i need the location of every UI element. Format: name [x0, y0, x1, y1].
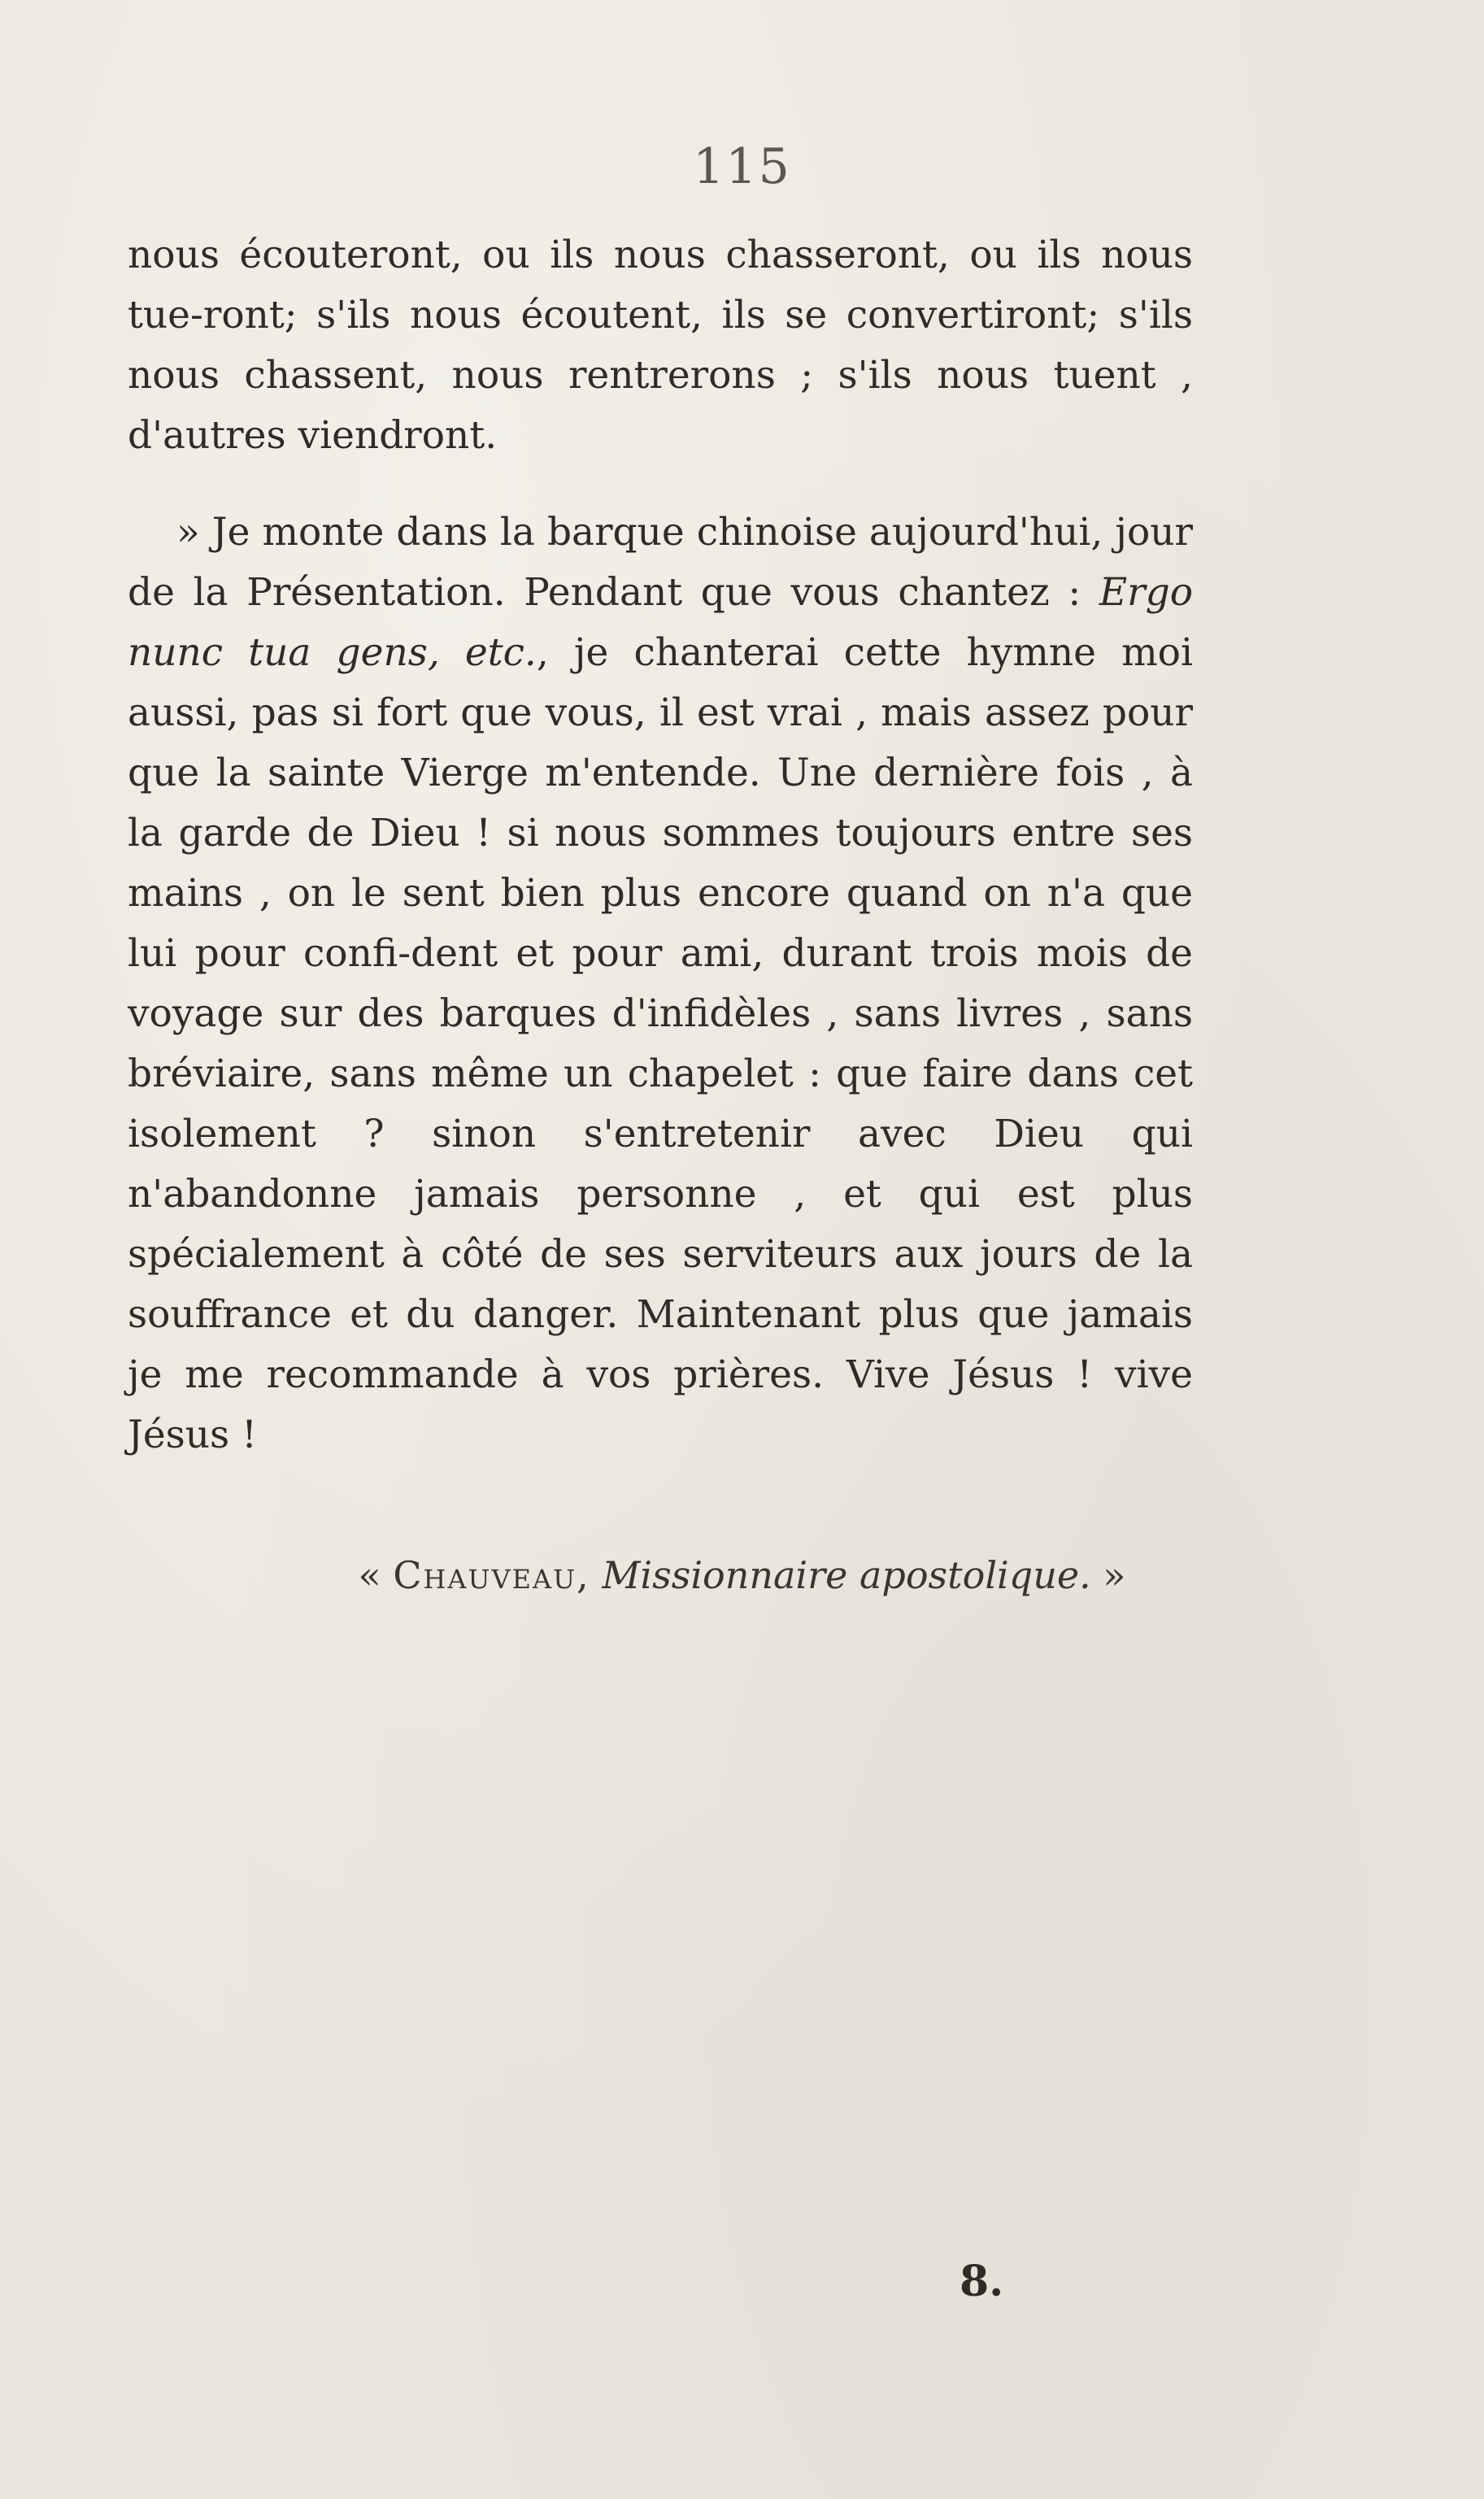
paragraph-1 [128, 225, 1193, 466]
signature-title: Missionnaire apostolique. [602, 1553, 1091, 1597]
page-number: 115 [693, 138, 791, 195]
paragraph-2-part-2: , je chanterai cette hymne moi aussi, pas si fort que vous, il est vrai , mais assez pour que la sainte Vierge m'entende. Une dernière fois , à la garde de Dieu ! si nous sommes toujours entre ses mains , on le sent bien plus encore quand on n'a que lui pour confi-dent et pour ami, durant trois mois de voyage sur des barques d'infidèles , sans livres , sans bréviaire, sans même un chapelet : que faire dans cet isolement ? sinon s'entretenir avec Dieu qui n'abandonne jamais personne , et qui est plus spécialement à côté de ses serviteurs aux jours de la souffrance et du danger. Maintenant plus que jamais je me recommande à vos prières. Vive Jésus ! vive Jésus ! [128, 630, 1194, 1457]
paragraph-2-part-1: » Je monte dans la barque chinoise aujourd'hui, jour de la Présentation. Pendant que vous chantez : [128, 510, 1193, 615]
paragraph-2-text [128, 503, 1193, 1465]
printer-signature-mark: 8. [960, 2257, 1004, 2306]
paragraph-2 [128, 503, 1193, 1465]
paragraph-2-latin-quote: Ergo nunc tua gens, etc. [128, 570, 1193, 675]
signature-line [0, 1545, 1484, 1605]
signature-open-quote: « [358, 1553, 381, 1597]
signature-close-quote: » [1103, 1553, 1126, 1597]
paragraph-1-text: nous écouteront, ou ils nous chasseront, ou ils nous tue-ront; s'ils nous écoutent, ils se convertiront; s'ils nous chassent, nous rentrerons ; s'ils nous tuent , d'autres viendront. [128, 233, 1193, 458]
signature-name: Chauveau, [393, 1553, 590, 1597]
